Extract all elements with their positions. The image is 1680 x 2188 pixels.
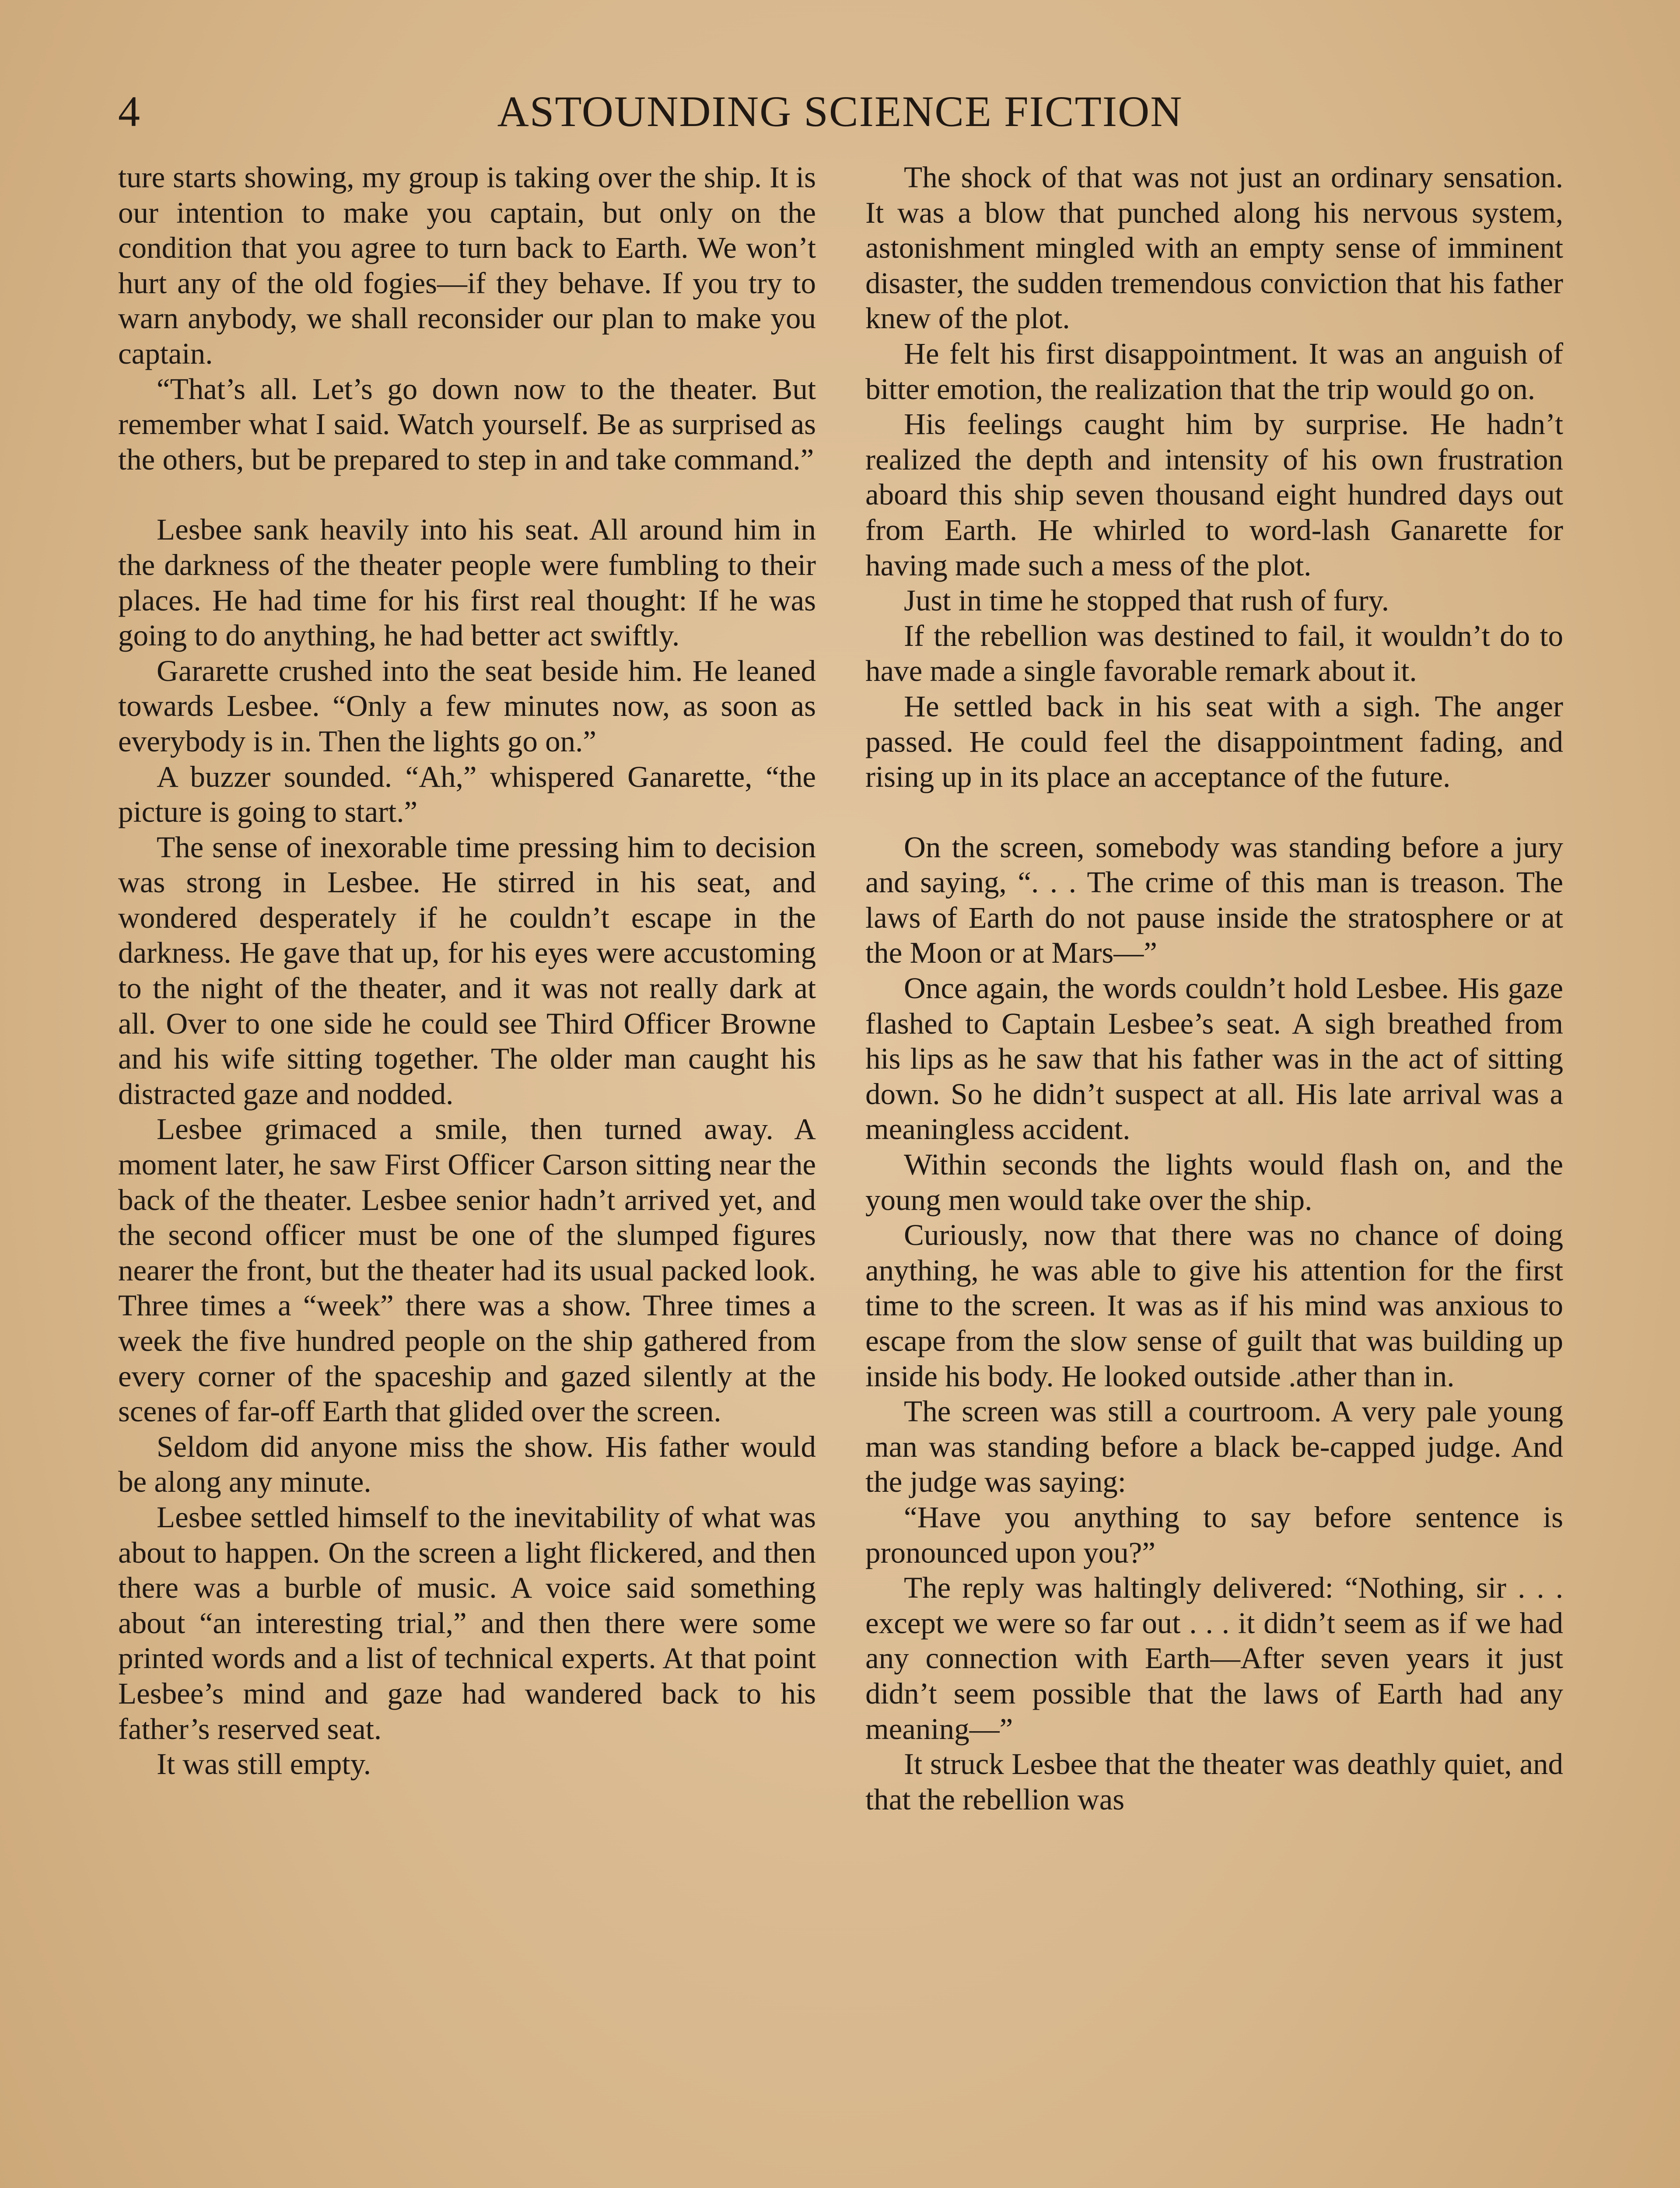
left-column [118,160,816,1782]
paragraph: He felt his first disappointment. It was an anguish of bitter emotion, the realization that the trip would go on. [865,337,1563,406]
paragraph: Curiously, now that there was no chance of doing anything, he was able to give his attention for the first time to the screen. It was as if his mind was anxious to escape from the slow sense of guilt that was building up inside his body. He looked outside .ather than in. [865,1218,1563,1393]
paragraph: Lesbee sank heavily into his seat. All around him in the darkness of the theater people were fumbling to their places. He had time for his first real thought: If he was going to do anything, he had better act swiftly. [118,513,816,652]
paragraph: If the rebellion was destined to fail, it wouldn’t do to have made a single favorable remark about it. [865,619,1563,688]
paragraph: Seldom did anyone miss the show. His father would be along any minute. [118,1430,816,1499]
running-head: ASTOUNDING SCIENCE FICTION [497,87,1183,136]
page-header [118,83,1562,140]
paragraph: It struck Lesbee that the theater was deathly quiet, and that the rebellion was [865,1747,1563,1816]
paragraph: The reply was haltingly delivered: “Nothing, sir . . . except we were so far out . . . it didn’t seem as if we had any connection with Earth—After seven years it just didn’t seem possible that the laws of Earth had any meaning—” [865,1571,1563,1746]
right-column [865,160,1563,1817]
page-number: 4 [118,87,140,136]
paragraph: Lesbee grimaced a smile, then turned away. A moment later, he saw First Officer Carson sitting near the back of the theater. Lesbee senior hadn’t arrived yet, and the second officer must be one of the slumped figures nearer the front, but the theater had its usual packed look. Three times a “week” there was a show. Three times a week the five hundred people on the ship gathered from every corner of the spaceship and gazed silently at the scenes of far-off Earth that glided over the screen. [118,1112,816,1428]
paragraph: Within seconds the lights would flash on, and the young men would take over the ship. [865,1148,1563,1217]
section-break [118,477,816,512]
paragraph: Once again, the words couldn’t hold Lesbee. His gaze flashed to Captain Lesbee’s seat. A sigh breathed from his lips as he saw that his father was in the act of sitting down. So he didn’t suspect at all. His late arrival was a meaningless accident. [865,971,1563,1146]
paragraph: “Have you anything to say before sentence is pronounced upon you?” [865,1500,1563,1569]
paragraph: ture starts showing, my group is taking over the ship. It is our intention to make you captain, but only on the condition that you agree to turn back to Earth. We won’t hurt any of the old fogies—if they behave. If you try to warn anybody, we shall reconsider our plan to make you captain. [118,161,816,370]
paragraph: A buzzer sounded. “Ah,” whispered Ganarette, “the picture is going to start.” [118,760,816,829]
paragraph: The shock of that was not just an ordinary sensation. It was a blow that punched along his nervous system, astonishment mingled with an empty sense of imminent disaster, the sudden tremendous conviction that his father knew of the plot. [865,161,1563,335]
paragraph: Lesbee settled himself to the inevitability of what was about to happen. On the screen a light flickered, and then there was a burble of music. A voice said something about “an interesting trial,” and then there were some printed words and a list of technical experts. At that point Lesbee’s mind and gaze had wandered back to his father’s reserved seat. [118,1500,816,1746]
paragraph: The screen was still a courtroom. A very pale young man was standing before a black be-capped judge. And the judge was saying: [865,1395,1563,1499]
paragraph: “That’s all. Let’s go down now to the theater. But remember what I said. Watch yourself. Be as surprised as the others, but be prepared to step in and take command.” [118,372,816,476]
paragraph: He settled back in his seat with a sigh. The anger passed. He could feel the disappointment fading, and rising up in its place an acceptance of the future. [865,689,1563,794]
paragraph: Just in time he stopped that rush of fury. [904,584,1389,617]
paragraph: On the screen, somebody was standing before a jury and saying, “. . . The crime of this man is treason. The laws of Earth do not pause inside the stratosphere or at the Moon or at Mars—” [865,830,1563,970]
paragraph: It was still empty. [157,1747,371,1781]
paragraph: Gararette crushed into the seat beside him. He leaned towards Lesbee. “Only a few minutes now, as soon as everybody is in. Then the lights go on.” [118,654,816,758]
section-break [865,795,1563,830]
paragraph: His feelings caught him by surprise. He hadn’t realized the depth and intensity of his own frustration aboard this ship seven thousand eight hundred days out from Earth. He whirled to word-lash Ganarette for having made such a mess of the plot. [865,407,1563,582]
paragraph: The sense of inexorable time pressing him to decision was strong in Lesbee. He stirred in his seat, and wondered desperately if he couldn’t escape in the darkness. He gave that up, for his eyes were accustoming to the night of the theater, and it was not really dark at all. Over to one side he could see Third Officer Browne and his wife sitting together. The older man caught his distracted gaze and nodded. [118,830,816,1111]
